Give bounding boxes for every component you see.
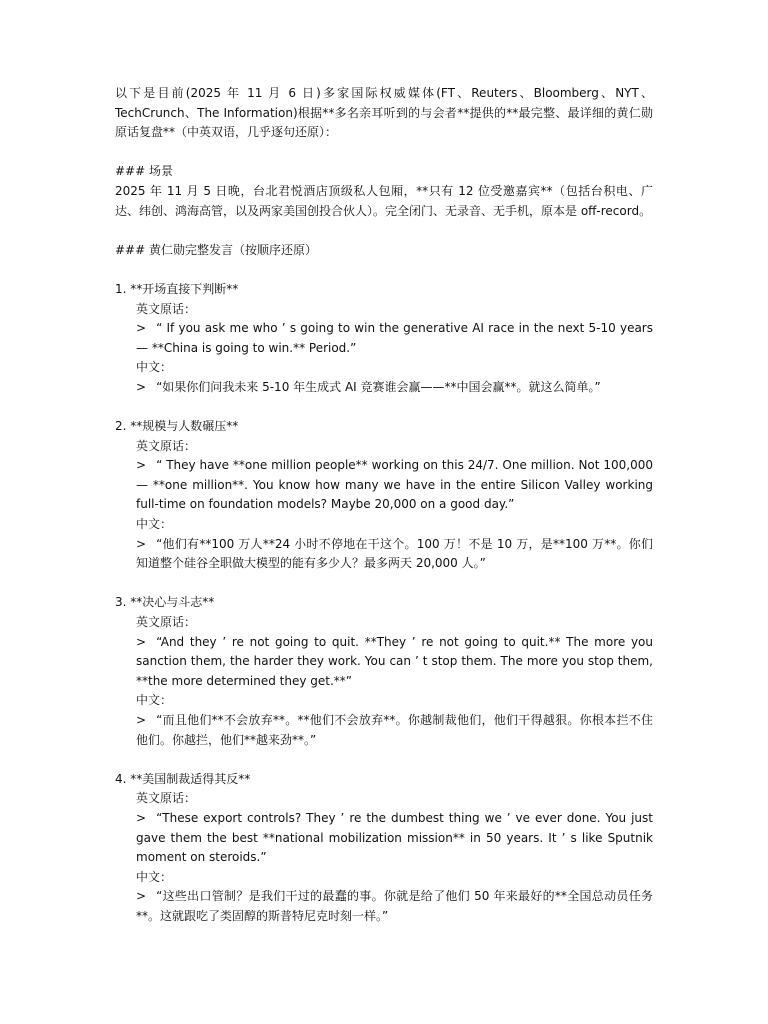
scene-heading: ### 场景 xyxy=(115,164,173,179)
quote-marker: > xyxy=(136,634,147,649)
chinese-quote: > “而且他们**不会放弃**。**他们不会放弃**。你越制裁他们，他们干得越狠。你根本拦不住他们。你越拦，他们**越来劲**。” xyxy=(136,713,653,747)
quote-marker: > xyxy=(136,458,147,473)
section-title: 4. **美国制裁适得其反** xyxy=(115,771,251,786)
english-label: 英文原话： xyxy=(136,438,197,453)
quote-marker: > xyxy=(136,379,147,394)
scene-text: 2025 年 11 月 5 日晚，台北君悦酒店顶级私人包厢，**只有 12 位受邀嘉宾**（包括台积电、广达、纬创、鸿海高管，以及两家美国创投合伙人）。完全闭门、无录音、无手机，原本是 off-record。 xyxy=(115,183,653,218)
speech-section xyxy=(115,770,653,927)
quote-marker: > xyxy=(136,810,147,825)
speech-section xyxy=(115,593,653,750)
document-body xyxy=(115,84,653,927)
section-title: 2. **规模与人数碾压** xyxy=(115,419,239,434)
chinese-quote: > “他们有**100 万人**24 小时不停地在干这个。100 万！不是 10 万，是**100 万**。你们知道整个硅谷全职做大模型的能有多少人？最多两天 20,000 人。” xyxy=(136,536,653,571)
quote-marker: > xyxy=(136,536,147,551)
chinese-quote: > “这些出口管制？是我们干过的最蠢的事。你就是给了他们 50 年来最好的**全国总动员任务**。这就跟吃了类固醇的斯普特尼克时刻一样。” xyxy=(136,889,653,923)
english-quote: > “ They have **one million people** working on this 24/7. One million. Not 100,000 — **one million**. You know how many we have in the entire Silicon Valley working full-time on foundation models? Maybe 20,000 on a good day.” xyxy=(136,458,653,512)
quote-marker: > xyxy=(136,889,147,904)
english-label: 英文原话： xyxy=(136,791,197,806)
intro-paragraph: 以下是目前(2025 年 11 月 6 日)多家国际权威媒体(FT、Reuters、Bloomberg、NYT、TechCrunch、The Information)根据**多名亲耳听到的与会者**提供的**最完整、最详细的黄仁勋原话复盘**（中英双语，几乎逐句还原）： xyxy=(115,86,653,140)
section-title: 1. **开场直接下判断** xyxy=(115,281,239,296)
section-title: 3. **决心与斗志** xyxy=(115,595,215,610)
chinese-label: 中文： xyxy=(136,693,173,708)
speech-heading: ### 黄仁勋完整发言（按顺序还原） xyxy=(115,242,317,257)
speech-section xyxy=(115,417,653,574)
english-quote: > “ If you ask me who ’ s going to win the generative AI race in the next 5-10 years — **China is going to win.** Period.” xyxy=(136,321,653,355)
quote-marker: > xyxy=(136,321,147,336)
chinese-label: 中文： xyxy=(136,517,173,532)
chinese-label: 中文： xyxy=(136,360,173,375)
english-quote: > “These export controls? They ’ re the dumbest thing we ’ ve ever done. You just gave them the best **national mobilization mission** in 50 years. It ’ s like Sputnik moment on steroids.” xyxy=(136,810,653,865)
english-label: 英文原话： xyxy=(136,615,197,630)
chinese-label: 中文： xyxy=(136,869,173,884)
english-label: 英文原话： xyxy=(136,301,197,316)
english-quote: > “And they ’ re not going to quit. **They ’ re not going to quit.** The more you sanction them, the harder they work. You can ’ t stop them. The more you stop them, **the more determined they get.**” xyxy=(136,634,653,688)
chinese-quote: > “如果你们问我未来 5-10 年生成式 AI 竞赛谁会赢——**中国会赢**。就这么简单。” xyxy=(136,379,601,394)
speech-section xyxy=(115,280,653,398)
quote-marker: > xyxy=(136,713,147,727)
